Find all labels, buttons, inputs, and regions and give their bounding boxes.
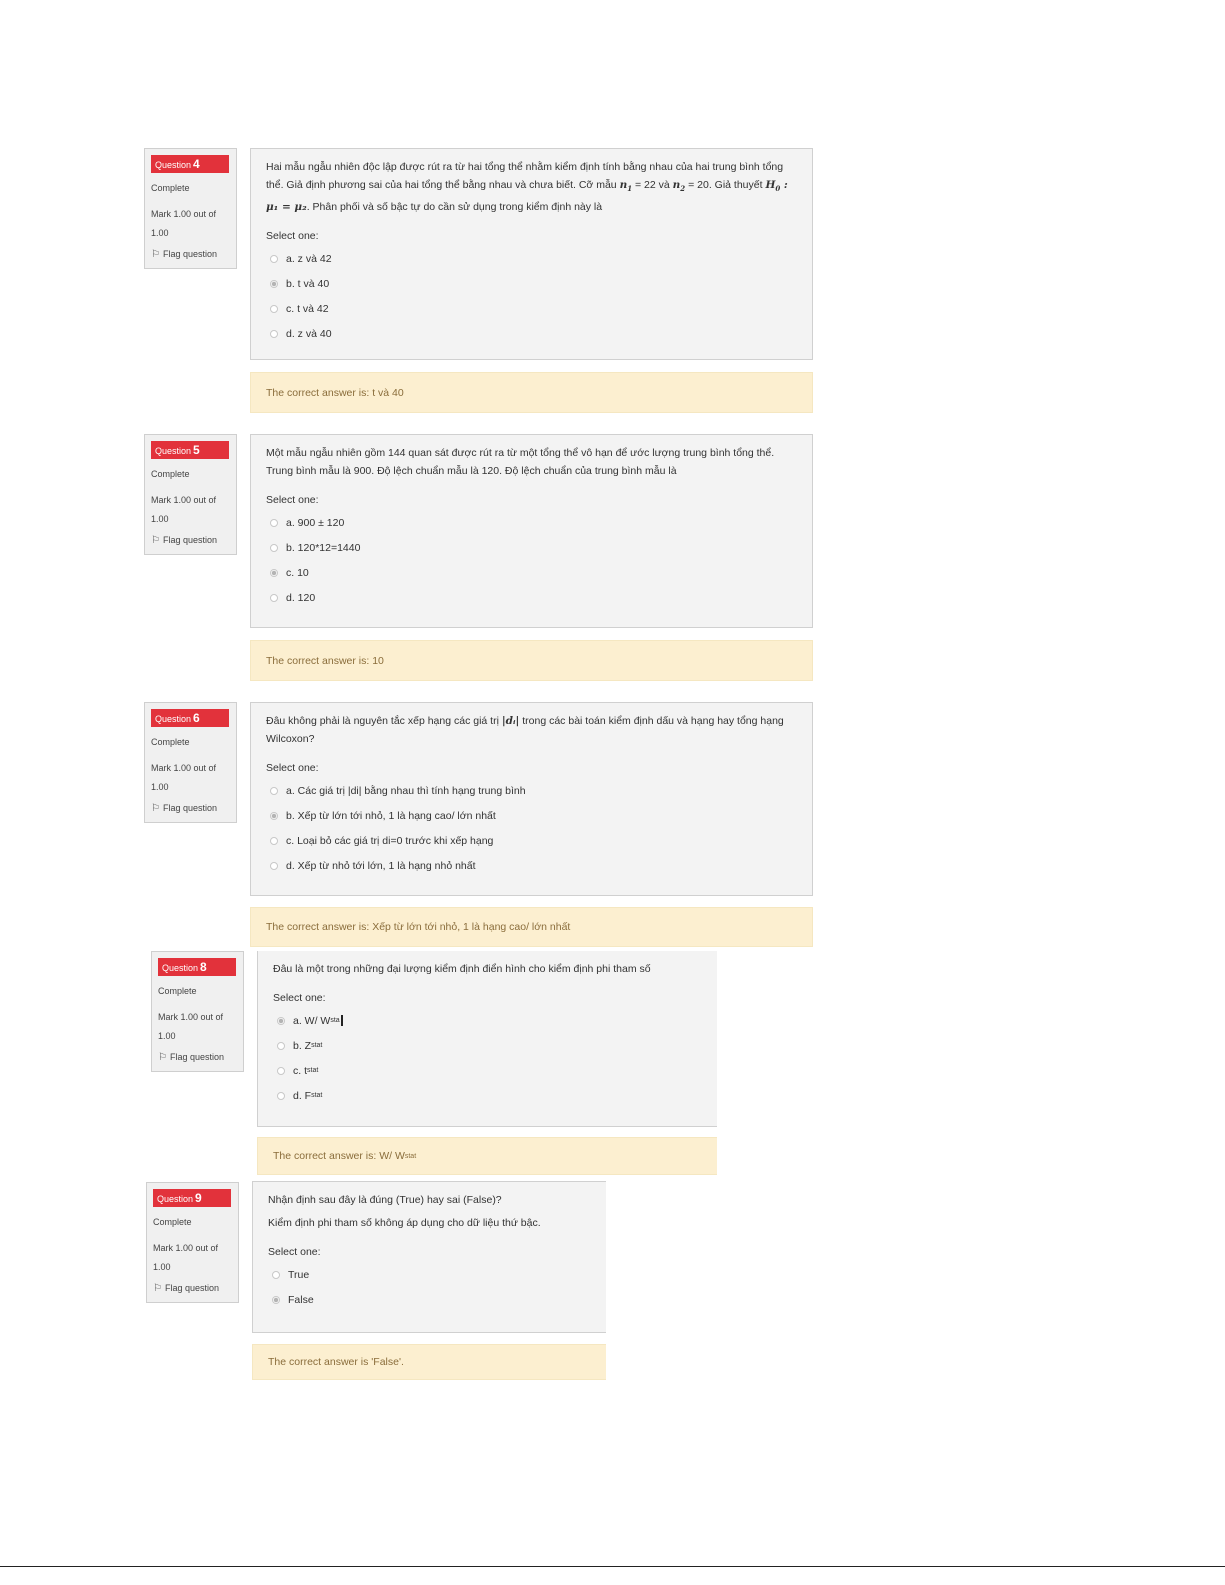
answer-option-false[interactable]: False xyxy=(268,1291,591,1308)
question-number-badge: Question 6 xyxy=(151,709,229,727)
flag-question-link[interactable]: ⚐ Flag question xyxy=(153,1283,220,1294)
radio-button[interactable] xyxy=(270,305,278,313)
flag-icon: ⚐ xyxy=(151,249,160,260)
question-info-5 xyxy=(144,434,237,555)
text-cursor xyxy=(341,1015,343,1026)
radio-button-selected[interactable] xyxy=(277,1017,285,1025)
question-info-6 xyxy=(144,702,237,823)
answer-option-c[interactable]: c. 10 xyxy=(266,564,797,581)
math-h0: $H_0$ : μ₁ = μ₂ xyxy=(266,179,788,214)
answer-option-true[interactable]: True xyxy=(268,1266,591,1283)
answer-option-d[interactable]: d. z và 40 xyxy=(266,325,797,342)
feedback-4: The correct answer is: t và 40 xyxy=(250,372,813,413)
flag-question-link[interactable]: ⚐ Flag question xyxy=(158,1052,225,1063)
radio-button[interactable] xyxy=(272,1271,280,1279)
question-state: Complete xyxy=(153,1217,192,1227)
radio-button[interactable] xyxy=(270,330,278,338)
radio-button[interactable] xyxy=(270,544,278,552)
question-text: Đâu không phải là nguyên tắc xếp hạng các giá trị |dᵢ| trong các bài toán kiểm định dấu và hạng hay tổng hạng Wilcoxon? xyxy=(266,715,784,745)
question-text: Đâu là một trong những đại lượng kiểm định điển hình cho kiểm định phi tham số xyxy=(273,963,651,975)
answer-option-b[interactable]: b. t và 40 xyxy=(266,275,797,292)
question-content-9 xyxy=(252,1181,606,1333)
question-content-8 xyxy=(257,951,717,1127)
answer-option-b[interactable]: b. 120*12=1440 xyxy=(266,539,797,556)
select-one-label: Select one: xyxy=(266,494,319,506)
flag-icon: ⚐ xyxy=(153,1283,162,1294)
radio-button-selected[interactable] xyxy=(272,1296,280,1304)
answer-option-c[interactable]: c. t stat xyxy=(273,1062,702,1079)
select-one-label: Select one: xyxy=(273,992,326,1004)
question-number: 9 xyxy=(195,1191,202,1205)
select-one-label: Select one: xyxy=(268,1246,321,1258)
question-label: Question xyxy=(155,160,192,170)
select-one-label: Select one: xyxy=(266,230,319,243)
feedback-5: The correct answer is: 10 xyxy=(250,640,813,681)
answer-option-b[interactable]: b. Z stat xyxy=(273,1037,702,1054)
question-info-9 xyxy=(146,1182,239,1303)
answer-option-c[interactable]: c. t và 42 xyxy=(266,300,797,317)
flag-icon: ⚐ xyxy=(151,535,160,546)
flag-icon: ⚐ xyxy=(158,1052,167,1063)
question-mark: Mark 1.00 out of 1.00 xyxy=(151,763,217,792)
question-state: Complete xyxy=(158,986,197,996)
answer-option-d[interactable]: d. Xếp từ nhỏ tới lớn, 1 là hạng nhỏ nhất xyxy=(266,857,797,874)
radio-button[interactable] xyxy=(277,1092,285,1100)
question-number: 5 xyxy=(193,443,200,457)
answer-option-d[interactable]: d. 120 xyxy=(266,589,797,606)
radio-button[interactable] xyxy=(270,594,278,602)
question-text: Nhận định sau đây là đúng (True) hay sai (False)? xyxy=(268,1194,502,1206)
question-info-4 xyxy=(144,148,237,269)
question-state: Complete xyxy=(151,183,190,193)
answer-option-a[interactable]: a. Các giá trị |di| bằng nhau thì tính hạng trung bình xyxy=(266,782,797,799)
answer-option-d[interactable]: d. F stat xyxy=(273,1087,702,1104)
question-mark: Mark 1.00 out of 1.00 xyxy=(153,1243,219,1272)
question-state: Complete xyxy=(151,737,190,747)
radio-button[interactable] xyxy=(277,1067,285,1075)
question-number-badge: Question 8 xyxy=(158,958,236,976)
radio-button-selected[interactable] xyxy=(270,812,278,820)
radio-button[interactable] xyxy=(270,862,278,870)
feedback-6: The correct answer is: Xếp từ lớn tới nhỏ, 1 là hạng cao/ lớn nhất xyxy=(250,907,813,947)
question-state: Complete xyxy=(151,469,190,479)
page-bottom-border xyxy=(0,1566,1225,1567)
question-number-badge: Question 9 xyxy=(153,1189,231,1207)
question-info-8 xyxy=(151,951,244,1072)
question-number: 6 xyxy=(193,711,200,725)
question-content-6 xyxy=(250,702,813,896)
question-mark: Mark 1.00 out of 1.00 xyxy=(158,1012,224,1041)
answer-option-a[interactable]: a. W/ W sta xyxy=(273,1012,702,1029)
question-text: Một mẫu ngẫu nhiên gồm 144 quan sát được rút ra từ một tổng thể vô hạn để ước lượng trung bình tổng thể. Trung bình mẫu là 900. Độ lệch chuẩn mẫu là 120. Độ lệch chuẩn của trung bình mẫu là xyxy=(266,447,775,477)
question-number: 4 xyxy=(193,157,200,171)
radio-button[interactable] xyxy=(270,519,278,527)
flag-icon: ⚐ xyxy=(151,803,160,814)
math-abs-di: |dᵢ| xyxy=(501,715,520,727)
feedback-8: The correct answer is: W/ W stat xyxy=(257,1137,717,1175)
radio-button[interactable] xyxy=(270,255,278,263)
answer-option-b[interactable]: b. Xếp từ lớn tới nhỏ, 1 là hạng cao/ lớn nhất xyxy=(266,807,797,824)
answer-option-a[interactable]: a. z và 42 xyxy=(266,250,797,267)
question-content-5 xyxy=(250,434,813,628)
select-one-label: Select one: xyxy=(266,762,319,774)
feedback-9: The correct answer is 'False'. xyxy=(252,1344,606,1380)
math-n2: $n_2$ xyxy=(672,179,686,194)
radio-button-selected[interactable] xyxy=(270,280,278,288)
radio-button[interactable] xyxy=(277,1042,285,1050)
radio-button[interactable] xyxy=(270,837,278,845)
question-number: 8 xyxy=(200,960,207,974)
question-statement: Kiểm định phi tham số không áp dụng cho dữ liệu thứ bậc. xyxy=(268,1217,541,1229)
radio-button-selected[interactable] xyxy=(270,569,278,577)
answer-option-a[interactable]: a. 900 ± 120 xyxy=(266,514,797,531)
question-mark: Mark 1.00 out of 1.00 xyxy=(151,209,217,238)
math-n1: $n_1$ xyxy=(619,179,633,194)
flag-question-link[interactable]: ⚐ Flag question xyxy=(151,803,218,814)
question-number-badge xyxy=(151,155,229,173)
answer-option-c[interactable]: c. Loại bỏ các giá trị di=0 trước khi xếp hạng xyxy=(266,832,797,849)
radio-button[interactable] xyxy=(270,787,278,795)
question-number-badge: Question 5 xyxy=(151,441,229,459)
flag-question-link[interactable]: ⚐ Flag question xyxy=(151,535,218,546)
question-mark: Mark 1.00 out of 1.00 xyxy=(151,495,217,524)
question-content-4 xyxy=(250,148,813,360)
question-text: Hai mẫu ngẫu nhiên độc lập được rút ra từ hai tổng thể nhằm kiểm định tính bằng nhau của hai trung bình tổng thể. Giả định phương sai của hai tổng thể bằng nhau và chưa biết. Cỡ mẫu $n_1 = 22$ và $n_2 = 20$. Giả thuyết $H_0$ : μ₁ = μ₂. Phân phối và số bậc tự do cần sử dụng trong kiểm định này là xyxy=(266,161,788,214)
flag-question-link[interactable]: ⚐ Flag question xyxy=(151,249,218,260)
